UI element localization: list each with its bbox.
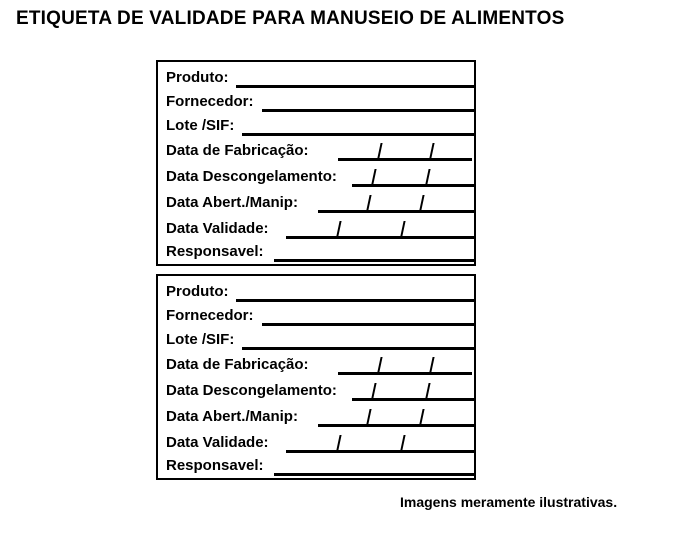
- date-separator: [377, 143, 382, 158]
- data-abert-manip-line[interactable]: [318, 210, 476, 213]
- lote-sif-label: Lote /SIF:: [166, 331, 235, 348]
- lote-sif-label: Lote /SIF:: [166, 117, 235, 134]
- data-abert-manip-label: Data Abert./Manip:: [166, 194, 298, 211]
- date-separator: [400, 221, 405, 236]
- field-data-abert-manip[interactable]: [158, 403, 476, 427]
- field-lote-sif[interactable]: [158, 326, 476, 350]
- label-card-2: [156, 274, 476, 480]
- data-fabricacao-label: Data de Fabricação:: [166, 356, 309, 373]
- field-produto[interactable]: [158, 64, 476, 88]
- data-abert-manip-line[interactable]: [318, 424, 476, 427]
- field-fornecedor[interactable]: [158, 88, 476, 112]
- field-lote-sif[interactable]: [158, 112, 476, 136]
- data-validade-label: Data Validade:: [166, 434, 269, 451]
- field-data-descongelamento[interactable]: [158, 163, 476, 187]
- field-fornecedor[interactable]: [158, 302, 476, 326]
- lote-sif-line[interactable]: [242, 133, 476, 136]
- data-abert-manip-label: Data Abert./Manip:: [166, 408, 298, 425]
- responsavel-label: Responsavel:: [166, 457, 264, 474]
- date-separator: [336, 435, 341, 450]
- date-separator: [371, 383, 376, 398]
- field-data-abert-manip[interactable]: [158, 189, 476, 213]
- field-data-fabricacao[interactable]: [158, 351, 476, 375]
- lote-sif-line[interactable]: [242, 347, 476, 350]
- field-data-fabricacao[interactable]: [158, 137, 476, 161]
- data-descongelamento-line[interactable]: [352, 398, 476, 401]
- page-title: ETIQUETA DE VALIDADE PARA MANUSEIO DE ALIMENTOS: [16, 8, 565, 29]
- data-descongelamento-label: Data Descongelamento:: [166, 382, 337, 399]
- fornecedor-label: Fornecedor:: [166, 307, 254, 324]
- field-data-validade[interactable]: [158, 215, 476, 239]
- date-separator: [429, 143, 434, 158]
- data-fabricacao-label: Data de Fabricação:: [166, 142, 309, 159]
- responsavel-line[interactable]: [274, 473, 474, 476]
- date-separator: [425, 383, 430, 398]
- data-validade-label: Data Validade:: [166, 220, 269, 237]
- date-separator: [425, 169, 430, 184]
- date-separator: [366, 195, 371, 210]
- responsavel-label: Responsavel:: [166, 243, 264, 260]
- date-separator: [366, 409, 371, 424]
- responsavel-line[interactable]: [274, 259, 474, 262]
- label-card-1: [156, 60, 476, 266]
- date-separator: [419, 195, 424, 210]
- data-descongelamento-label: Data Descongelamento:: [166, 168, 337, 185]
- date-separator: [377, 357, 382, 372]
- field-responsavel[interactable]: [158, 452, 476, 476]
- date-separator: [400, 435, 405, 450]
- field-responsavel[interactable]: [158, 238, 476, 262]
- date-separator: [429, 357, 434, 372]
- field-data-validade[interactable]: [158, 429, 476, 453]
- data-descongelamento-line[interactable]: [352, 184, 476, 187]
- fornecedor-label: Fornecedor:: [166, 93, 254, 110]
- data-fabricacao-line[interactable]: [338, 372, 472, 375]
- data-fabricacao-line[interactable]: [338, 158, 472, 161]
- date-separator: [419, 409, 424, 424]
- footer-note: Imagens meramente ilustrativas.: [400, 494, 618, 510]
- produto-label: Produto:: [166, 283, 229, 300]
- date-separator: [371, 169, 376, 184]
- produto-label: Produto:: [166, 69, 229, 86]
- date-separator: [336, 221, 341, 236]
- field-data-descongelamento[interactable]: [158, 377, 476, 401]
- field-produto[interactable]: [158, 278, 476, 302]
